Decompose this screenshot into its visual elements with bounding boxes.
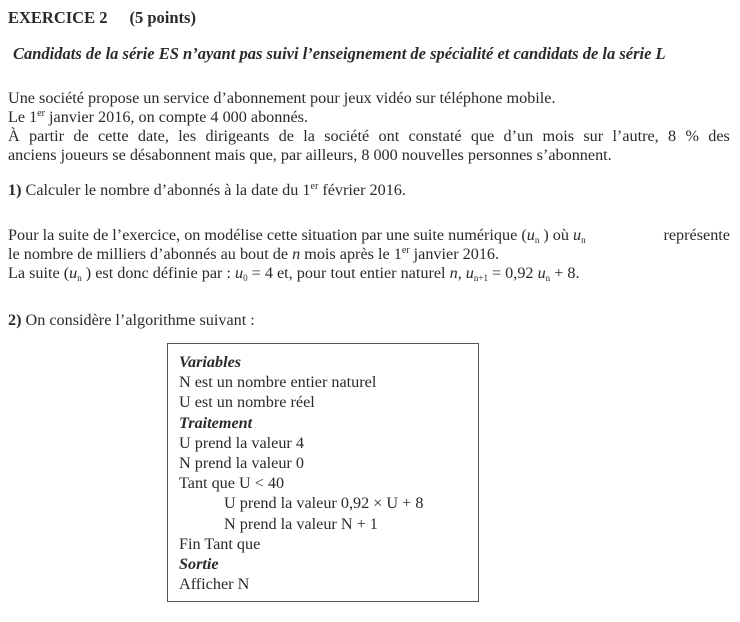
algorithm-box: [167, 343, 479, 602]
word: que: [470, 127, 495, 145]
text: + 8.: [550, 264, 580, 282]
word: 8: [668, 127, 677, 145]
word: %: [685, 127, 699, 145]
algorithm-line: Tant que U < 40: [179, 474, 285, 493]
superscript-er: er: [37, 108, 45, 119]
text: La suite (: [8, 264, 70, 282]
algorithm-line: N est un nombre entier naturel: [179, 373, 377, 392]
word: date,: [137, 127, 169, 145]
math-sub: n: [77, 273, 82, 283]
exercise-title: [8, 8, 196, 28]
word: partir: [29, 127, 65, 145]
word: de: [73, 127, 89, 145]
intro-line-1: Une société propose un service d’abonnement pour jeux vidéo sur téléphone mobile.: [8, 89, 556, 107]
text: le nombre de milliers d’abonnés au bout de: [8, 245, 293, 263]
text: = 0,92: [487, 264, 538, 282]
question-1-text: Calculer le nombre d’abonnés à la date du 1: [21, 181, 311, 199]
intro-line-2-end: janvier 2016, on compte 4 000 abonnés.: [45, 108, 308, 126]
word: sur: [583, 127, 604, 145]
algorithm-section-heading: Variables: [179, 353, 242, 371]
algorithm-line: U prend la valeur 0,92 × U + 8: [224, 494, 424, 513]
word: d’un: [503, 127, 534, 145]
intro-line-2-start: Le 1: [8, 108, 38, 126]
math-sub: n: [545, 273, 551, 283]
word: ont: [378, 127, 400, 145]
math-sub: n: [534, 235, 540, 245]
question-1-number: 1): [8, 181, 22, 199]
algorithm-line: Afficher N: [179, 575, 250, 594]
superscript-er: er: [401, 245, 410, 256]
algorithm-line: N prend la valeur N + 1: [224, 514, 378, 533]
math-sub: n+1: [473, 273, 488, 283]
word: des: [708, 127, 730, 145]
word: dirigeants: [205, 127, 270, 145]
intro-line-3: [8, 126, 730, 146]
math-u: u: [69, 264, 78, 282]
algorithm-section-heading: Sortie: [179, 555, 219, 573]
exercise-number: EXERCICE 2: [8, 8, 108, 27]
math-u: u: [465, 264, 474, 282]
text: Pour la suite de l’exercice, on modélise cette situation par une suite numérique (: [8, 226, 527, 244]
word: À: [8, 127, 20, 145]
question-1-text-end: février 2016.: [318, 181, 406, 199]
algorithm-section-heading: Traitement: [179, 413, 253, 432]
word: l’autre,: [612, 127, 659, 145]
text: ) est donc définie par :: [85, 264, 236, 282]
algorithm-line: U prend la valeur 4: [179, 433, 304, 452]
model-line-1-end: représente: [663, 226, 730, 244]
algorithm-line: U est un nombre réel: [179, 393, 315, 412]
math-n: n: [449, 264, 458, 282]
word: cette: [97, 127, 129, 145]
model-line-3: [8, 263, 580, 285]
question-2-text: On considère l’algorithme suivant :: [21, 311, 255, 329]
superscript-er: er: [310, 181, 319, 192]
text: janvier 2016.: [409, 245, 500, 263]
math-n: n: [292, 245, 301, 263]
text: ,: [457, 264, 466, 282]
question-2-number: 2): [8, 311, 22, 329]
math-u: u: [537, 264, 546, 282]
math-u: u: [235, 264, 244, 282]
math-sub: 0: [243, 273, 248, 283]
math-u: u: [526, 226, 535, 244]
algorithm-line: N prend la valeur 0: [179, 454, 304, 472]
intro-line-4: anciens joueurs se désabonnent mais que, par ailleurs, 8 000 nouvelles personnes s’abonnent.: [8, 146, 612, 164]
question-2: [8, 310, 255, 330]
word: mois: [542, 127, 575, 145]
text: ) où: [543, 226, 569, 244]
word: société: [324, 127, 370, 145]
math-u: u: [573, 226, 582, 244]
exercise-subtitle: Candidats de la série ES n’ayant pas suivi l’enseignement de spécialité et candidats de la série L: [13, 44, 666, 63]
text: = 4 et, pour tout entier naturel: [247, 264, 450, 282]
text: mois après le 1: [300, 245, 402, 263]
exercise-points: (5 points): [129, 8, 196, 27]
word: les: [178, 127, 197, 145]
math-sub: n: [581, 235, 586, 245]
word: constaté: [408, 127, 462, 145]
word: de: [278, 127, 294, 145]
algorithm-line: Fin Tant que: [179, 534, 261, 553]
word: la: [303, 127, 315, 145]
question-1: [8, 180, 406, 203]
